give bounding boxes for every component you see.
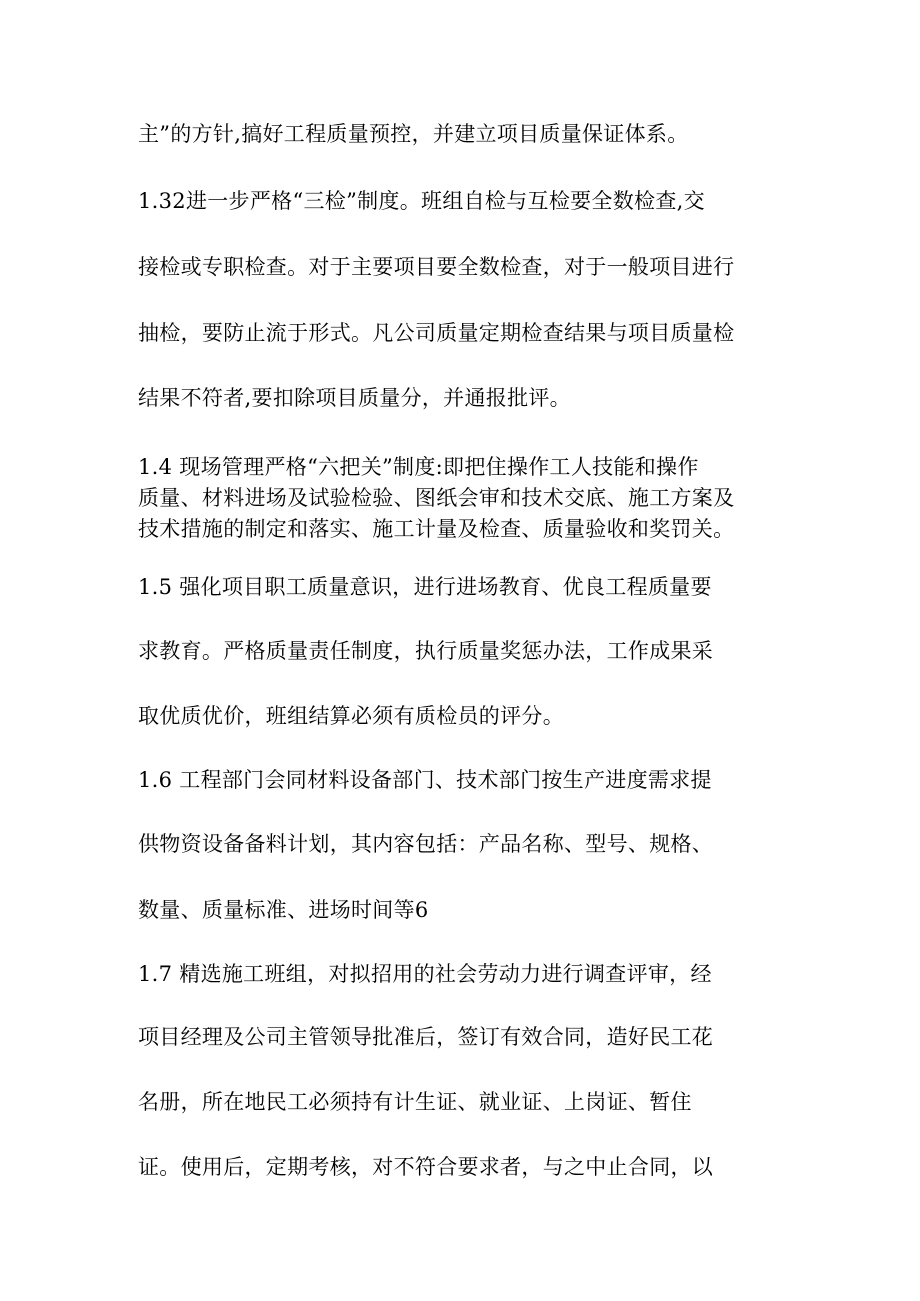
text-line-1: 主”的方针,搞好工程质量预控，并建立项目质量保证体系。 — [138, 122, 689, 146]
text-line-4: 抽检，要防止流于形式。凡公司质量定期检查结果与项目质量检 — [138, 321, 735, 345]
text-line-11: 取优质优价，班组结算必须有质检员的评分。 — [138, 704, 564, 728]
text-line-10: 求教育。严格质量责任制度，执行质量奖惩办法，工作成果采 — [138, 639, 714, 663]
text-line-8: 技术措施的制定和落实、施工计量及检查、质量验收和奖罚关。 — [138, 517, 735, 541]
text-line-14: 数量、质量标准、进场时间等6 — [138, 898, 429, 922]
text-line-18: 证。使用后，定期考核，对不符合要求者，与之中止合同，以 — [138, 1155, 714, 1179]
text-line-16: 项目经理及公司主管领导批准后，签订有效合同，造好民工花 — [138, 1025, 714, 1049]
text-line-17: 名册，所在地民工必须持有计生证、就业证、上岗证、暂住 — [138, 1090, 692, 1114]
text-line-3: 接检或专职检查。对于主要项目要全数检查，对于一般项目进行 — [138, 255, 735, 279]
text-line-9: 1.5 强化项目职工质量意识，进行进场教育、优良工程质量要 — [138, 575, 712, 599]
text-line-7: 质量、材料进场及试验检验、图纸会审和技术交底、施工方案及 — [138, 486, 735, 510]
text-line-15: 1.7 精选施工班组，对拟招用的社会劳动力进行调查评审，经 — [138, 962, 712, 986]
text-line-13: 供物资设备备料计划，其内容包括：产品名称、型号、规格、 — [138, 832, 714, 856]
text-line-6: 1.4 现场管理严格“六把关”制度:即把住操作工人技能和操作 — [138, 455, 699, 479]
text-line-12: 1.6 工程部门会同材料设备部门、技术部门按生产进度需求提 — [138, 768, 712, 792]
text-line-5: 结果不符者,要扣除项目质量分，并通报批评。 — [138, 386, 571, 410]
text-line-2: 1.32进一步严格“三检”制度。班组自检与互检要全数检查,交 — [138, 189, 705, 213]
